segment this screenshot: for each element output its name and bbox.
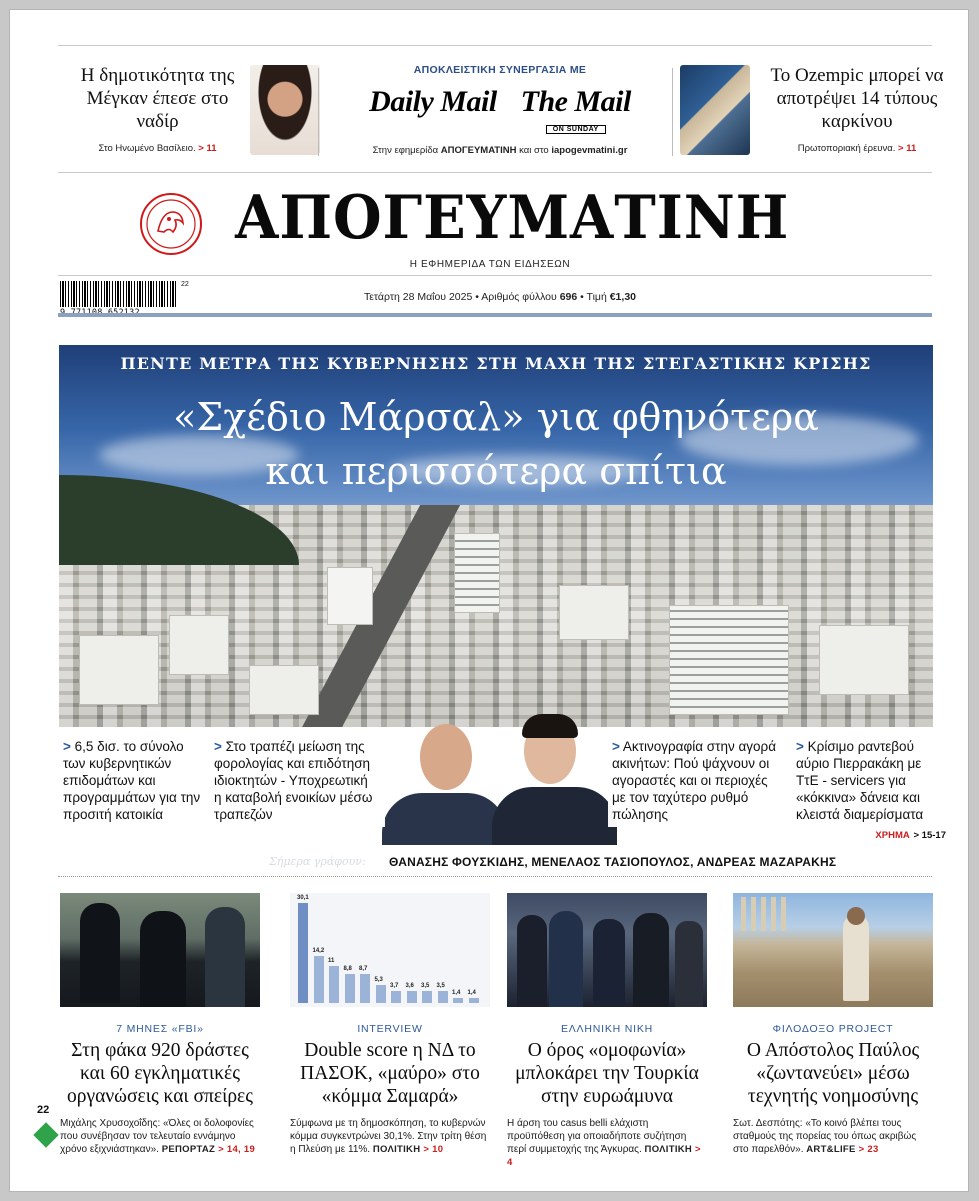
newspaper-title: ΑΠΟΓΕΥΜΑΤΙΝΗ xyxy=(235,183,790,253)
hero-caption-1[interactable]: > 6,5 δισ. το σύνολο των κυβερνητικών επιδομάτων και προγραμμάτων για την προσιτή κατοικία xyxy=(59,734,209,827)
promo-left[interactable] xyxy=(70,64,245,154)
police-photo xyxy=(60,893,260,1007)
mini-chart-label: 1,4 xyxy=(467,990,476,997)
hero-caption-4[interactable]: > Κρίσιμο ραντεβού αύριο Πιερρακάκη με ΤτΕ - servicers για «κόκκινα» δάνεια και κλειστά διαμερίσματα ΧΡΗΜΑ > 15-17 xyxy=(792,734,952,848)
byline: ΘΑΝΑΣΗΣ ΦΟΥΣΚΙΔΗΣ, ΜΕΝΕΛΑΟΣ ΤΑΣΙΟΠΟΥΛΟΣ, ΑΝΔΡΕΑΣ ΜΑΖΑΡΑΚΗΣ xyxy=(389,855,837,869)
dateline: Τετάρτη 28 Μαΐου 2025 • Αριθμός φύλλου 696 • Τιμή €1,30 xyxy=(363,291,636,303)
daily-mail-logo: Daily Mail xyxy=(369,85,497,118)
story-fbi[interactable] xyxy=(60,893,260,1156)
promo-left-sub: Στο Ηνωμένο Βασίλειο. > 11 xyxy=(98,143,217,154)
story-kicker: INTERVIEW xyxy=(357,1023,423,1035)
meghan-photo xyxy=(250,65,320,155)
newspaper-emblem-icon xyxy=(140,193,202,255)
ozempic-photo xyxy=(680,65,750,155)
promo-right[interactable] xyxy=(762,64,952,154)
mini-chart-bar xyxy=(453,998,463,1003)
masthead-rule xyxy=(58,275,932,276)
divider xyxy=(318,68,319,156)
story-kicker: ΦΙΛΟΔΟΞΟ PROJECT xyxy=(772,1023,894,1035)
partner-logos xyxy=(330,86,670,136)
partnership-label: ΑΠΟΚΛΕΙΣΤΙΚΗ ΣΥΝΕΡΓΑΣΙΑ ΜΕ xyxy=(413,64,587,76)
story-body: Σύμφωνα με τη δημοσκόπηση, το κυβερνών κόμμα συγκεντρώνει 30,1%. Στην τρίτη θέση η Πλεύση με 11%. ΠΟΛΙΤΙΚΗ > 10 xyxy=(290,1118,487,1155)
story-body: Σωτ. Δεσπότης: «Το κοινό βλέπει τους σταθμούς της πορείας του όπως ακριβώς στο παρελθόν». ART&LIFE > 23 xyxy=(733,1118,917,1155)
poll-chart-image xyxy=(290,893,490,1007)
mini-chart-label: 14,2 xyxy=(312,947,325,954)
leaders-photo xyxy=(507,893,707,1007)
promo-right-sub: Πρωτοποριακή έρευνα. > 11 xyxy=(797,143,917,154)
top-rule xyxy=(58,45,932,46)
story-turkey[interactable] xyxy=(507,893,707,1169)
story-headline[interactable]: Ο Απόστολος Παύλος «ζωντανεύει» μέσω τεχνητής νοημοσύνης xyxy=(746,1040,920,1107)
hero-headline[interactable]: «Σχέδιο Μάρσαλ» για φθηνότερα και περισσότερα σπίτια xyxy=(173,395,819,493)
newspaper-page xyxy=(9,9,969,1192)
mini-chart-label: 30,1 xyxy=(297,895,309,901)
mini-chart-bar xyxy=(422,991,432,1003)
section-bar xyxy=(58,313,932,317)
page-number: 22 xyxy=(37,1104,50,1116)
divider xyxy=(672,68,673,156)
story-apostle-paul[interactable] xyxy=(733,893,933,1156)
story-body: Μιχάλης Χρυσοχοΐδης: «Όλες οι δολοφονίες που συνέβησαν τον τελευταίο εννάμηνο χρόνο εξιχνιάστηκαν». ΡΕΠΟΡΤΑΖ > 14, 19 xyxy=(60,1118,256,1155)
mini-chart-bar xyxy=(345,974,355,1003)
partnership-where: Στην εφημερίδα ΑΠΟΓΕΥΜΑΤΙΝΗ και στο iapogevmatini.gr xyxy=(372,145,628,156)
mini-chart-label: 1,4 xyxy=(452,990,461,997)
promo-rule xyxy=(58,172,932,173)
hero-caption-3[interactable]: > Ακτινογραφία στην αγορά ακινήτων: Πού ψάχνουν οι αγοραστές και οι περιοχές με τον ταχύτερο ρυθμό πώλησης xyxy=(608,734,788,827)
promo-left-title: Η δημοτικότητα της Μέγκαν έπεσε στο ναδίρ xyxy=(80,65,235,132)
mini-chart-label: 11 xyxy=(328,958,335,965)
mini-chart-label: 3,5 xyxy=(421,983,430,990)
story-poll[interactable] xyxy=(290,893,490,1156)
poll-mini-chart xyxy=(290,893,490,1007)
story-headline[interactable]: Double score η ΝΔ το ΠΑΣΟΚ, «μαύρο» στο «κόμμα Σαμαρά» xyxy=(300,1040,480,1107)
dotted-divider xyxy=(58,876,932,877)
story-headline[interactable]: Στη φάκα 920 δράστες και 60 εγκληματικές οργανώσεις και σπείρες xyxy=(67,1040,253,1107)
mini-chart-bar xyxy=(407,991,417,1003)
promo-center[interactable] xyxy=(330,64,670,156)
promo-right-title: Το Ozempic μπορεί να αποτρέψει 14 τύπους καρκίνου xyxy=(770,65,944,132)
barcode-issue: 22 xyxy=(181,281,189,288)
byline-ghost: Σήμερα γράφουν: xyxy=(269,855,366,868)
mini-chart-label: 3,5 xyxy=(436,983,445,990)
mini-chart-bar xyxy=(391,991,401,1003)
story-kicker: ΕΛΛΗΝΙΚΗ ΝΙΚΗ xyxy=(560,1023,654,1035)
mini-chart-bar xyxy=(360,974,370,1003)
mini-chart-label: 8,7 xyxy=(359,966,368,973)
mail-on-sunday-logo: The Mail ON SUNDAY xyxy=(520,85,631,133)
mini-chart-label: 3,7 xyxy=(390,982,399,989)
mini-chart-label: 8,8 xyxy=(343,965,352,972)
mini-chart-bar xyxy=(376,985,386,1003)
story-body: Η άρση του casus belli ελάχιστη προϋπόθεση για οποιαδήποτε συζήτηση περί συμμετοχής της Άγκυρας. ΠΟΛΙΤΙΚΗ > 4 xyxy=(507,1118,701,1168)
barcode-bars xyxy=(60,281,178,307)
mini-chart-bar xyxy=(469,998,479,1003)
hero-caption-2[interactable]: > Στο τραπέζι μείωση της φορολογίας και επιδότηση ιδιοκτητών - Υποχρεωτική η καταβολή ενοικίων μέσω τραπεζών xyxy=(210,734,385,827)
mini-chart-label: 3,6 xyxy=(405,983,414,990)
page-marker-icon xyxy=(33,1122,58,1147)
mini-chart-bar xyxy=(438,991,448,1003)
mini-chart-bar xyxy=(329,966,339,1003)
hero-kicker: ΠΕΝΤΕ ΜΕΤΡΑ ΤΗΣ ΚΥΒΕΡΝΗΣΗΣ ΣΤΗ ΜΑΧΗ ΤΗΣ ΣΤΕΓΑΣΤΙΚΗΣ ΚΡΙΣΗΣ xyxy=(120,354,872,373)
story-headline[interactable]: Ο όρος «ομοφωνία» μπλοκάρει την Τουρκία στην ευρωάμυνα xyxy=(515,1040,699,1107)
apostle-paul-photo xyxy=(733,893,933,1007)
story-kicker: 7 ΜΗΝΕΣ «FBI» xyxy=(116,1023,204,1035)
ministers-photo xyxy=(382,712,617,845)
newspaper-tagline: Η ΕΦΗΜΕΡΙΔΑ ΤΩΝ ΕΙΔΗΣΕΩΝ xyxy=(409,259,571,270)
mini-chart-bar xyxy=(314,956,324,1003)
mini-chart-bar xyxy=(298,903,308,1003)
mini-chart-label: 5,3 xyxy=(374,977,383,984)
